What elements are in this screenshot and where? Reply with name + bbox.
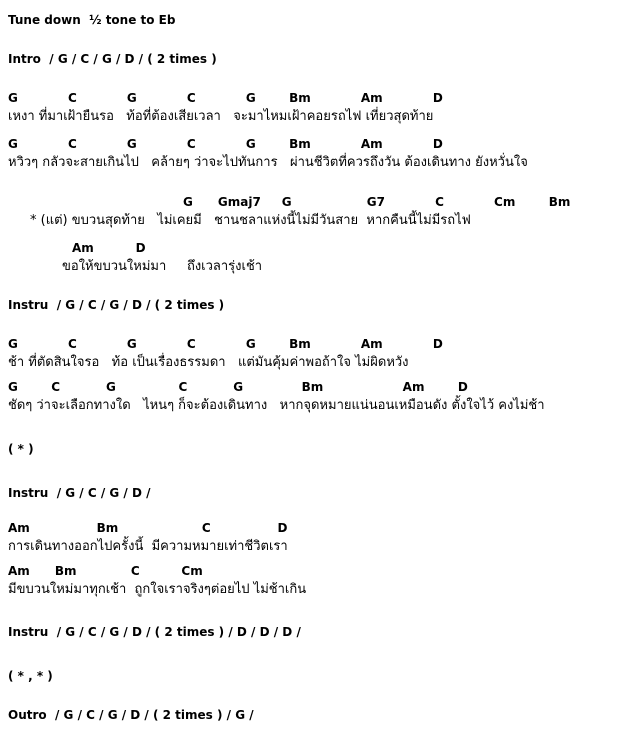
section-label: ( * , * ) [8,669,53,683]
lyric-line: * (แต่) ขบวนสุดท้าย ไม่เคยมี ชานชลาแห่งนี้ไม่มีวันสาย หากคืนนี้ไม่มีรถไฟ [30,213,471,228]
lyric-line: การเดินทางออกไปครั้งนี้ มีความหมายเท่าชีวิตเรา [8,539,288,554]
section-label: Intro / G / C / G / D / ( 2 times ) [8,52,217,66]
chord-line: Am Bm C Cm [8,564,203,578]
page-title: Tune down ½ tone to Eb [8,13,176,27]
chord-line: G C G C G Bm Am D [8,91,443,105]
lyric-line: เหงา ที่มาเฝ้ายืนรอ ท้อที่ต้องเสียเวลา จะมาไหมเฝ้าคอยรถไฟ เที่ยวสุดท้าย [8,109,434,124]
section-label: Instru / G / C / G / D / [8,486,151,500]
lyric-line: ช้า ที่ตัดสินใจรอ ท้อ เป็นเรื่องธรรมดา แต่มันคุ้มค่าพอถ้าใจ ไม่ผิดหวัง [8,355,409,370]
chord-line: G C G C G Bm Am D [8,337,443,351]
section-label: Outro / G / C / G / D / ( 2 times ) / G / [8,708,254,722]
chord-line: G Gmaj7 G G7 C Cm Bm [183,195,571,209]
lyric-line: ขอให้ขบวนใหม่มา ถึงเวลารุ่งเช้า [62,259,263,274]
chord-line: Am Bm C D [8,521,288,535]
section-label: Instru / G / C / G / D / ( 2 times ) [8,298,225,312]
lyric-line: มีขบวนใหม่มาทุกเช้า ถูกใจเราจริงๆต่อยไป ไม่ช้าเกิน [8,582,307,597]
chord-line: Am D [72,241,146,255]
section-label: Instru / G / C / G / D / ( 2 times ) / D / D / D / [8,625,301,639]
lyric-line: หวิวๆ กลัวจะสายเกินไป คล้ายๆ ว่าจะไปทันการ ผ่านชีวิตที่ควรถึงวัน ต้องเดินทาง ยังหวั่นใจ [8,155,528,170]
lyric-line: ชัดๆ ว่าจะเลือกทางใด ไหนๆ ก็จะต้องเดินทาง หากจุดหมายแน่นอนเหมือนดัง ตั้งใจไว้ คงไม่ช้า [8,398,545,413]
section-label: ( * ) [8,442,34,456]
chord-line: G C G C G Bm Am D [8,137,443,151]
chord-line: G C G C G Bm Am D [8,380,468,394]
